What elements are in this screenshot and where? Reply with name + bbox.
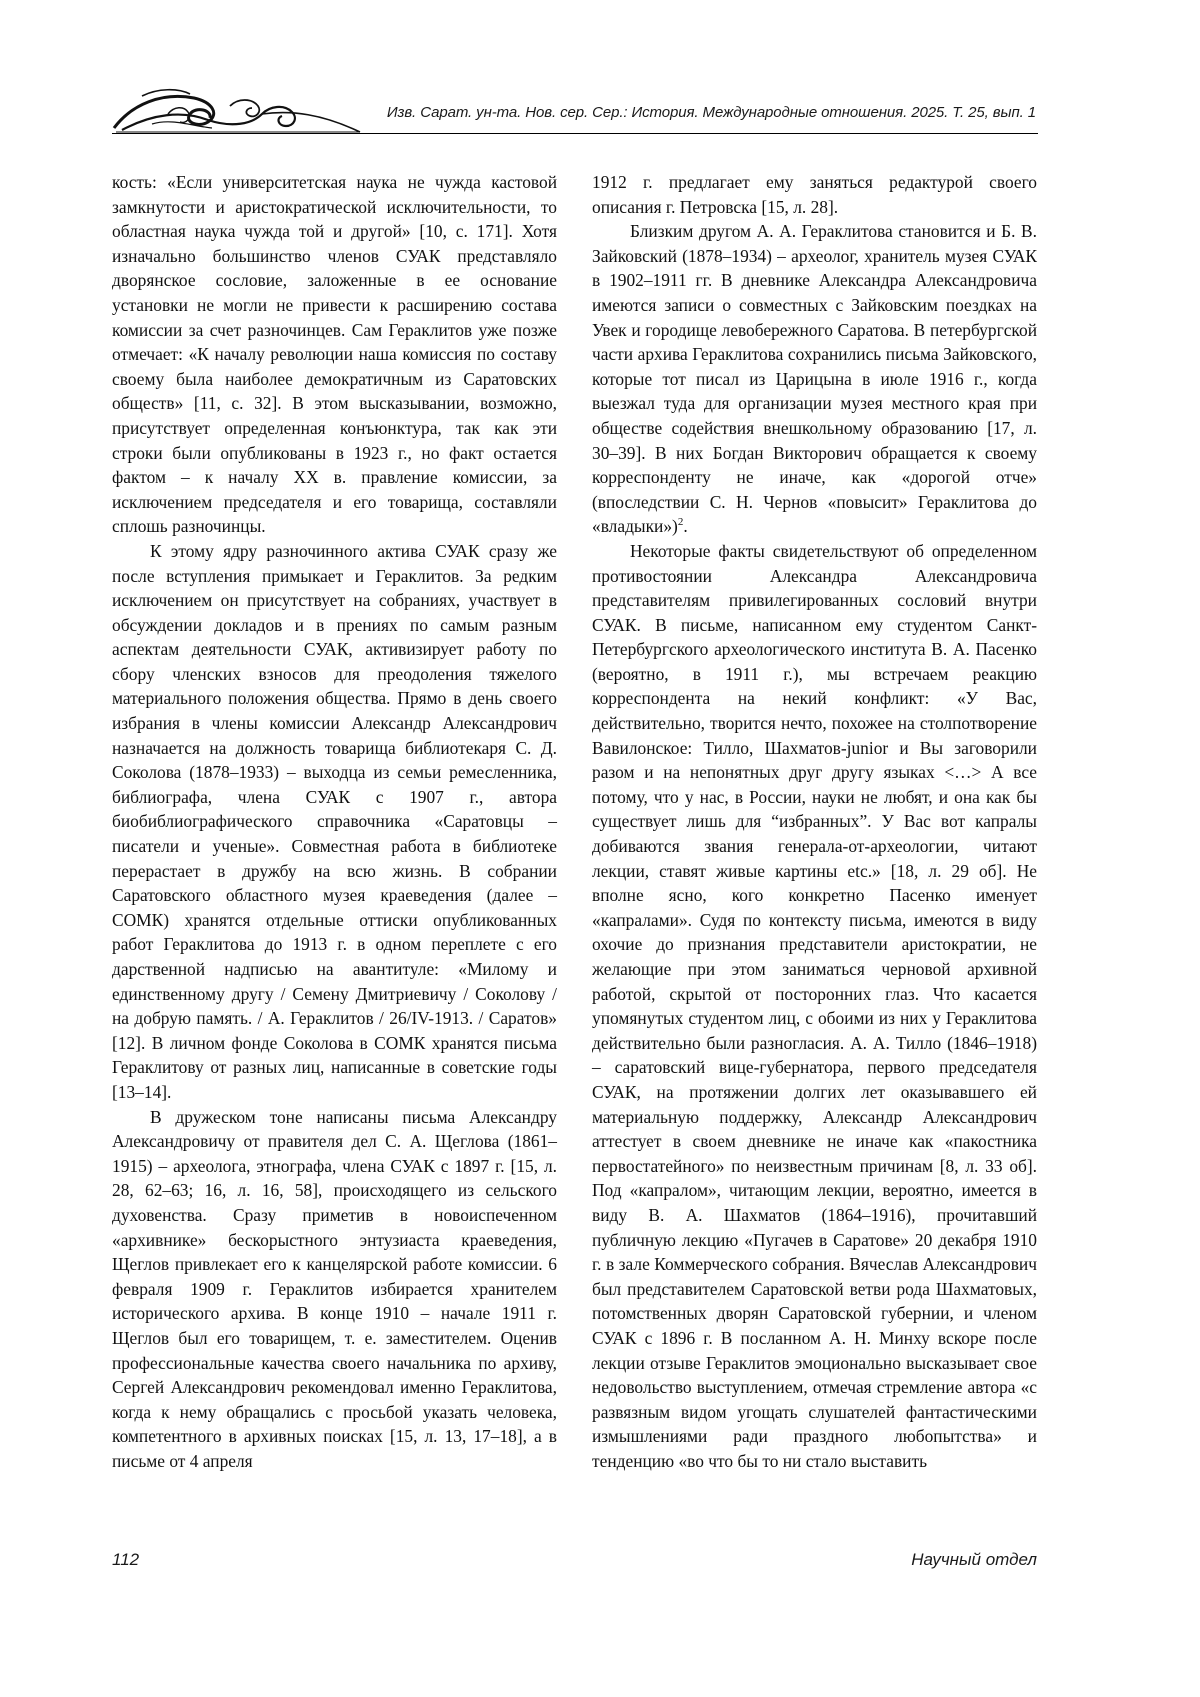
art-nouveau-ornament-icon bbox=[112, 84, 362, 134]
left-text-column bbox=[112, 170, 557, 1473]
paragraph: В дружеском тоне написаны письма Александру Александровичу от правителя дел С. А. Щеглова (1861–1915) – археолога, этнографа, члена СУАК с 1897 г. [15, л. 28, 62–63; 16, л. 16, 58], происходящего из сельского духовенства. Сразу приметив в новоиспеченном «архивнике» бескорыстного энтузиаста краеведения, Щеглов привлекает его к канцелярской работе комиссии. 6 февраля 1909 г. Гераклитов избирается хранителем исторического архива. В конце 1910 – начале 1911 г. Щеглов был его товарищем, т. е. заместителем. Оценив профессиональные качества своего начальника по архиву, Сергей Александрович рекомендовал именно Гераклитова, когда к нему обращались с просьбой указать человека, компетентного в архивных поисках [15, л. 13, 17–18], а в письме от 4 апреля bbox=[112, 1106, 557, 1471]
section-title: Научный отдел bbox=[911, 1550, 1037, 1569]
right-text-column bbox=[592, 170, 1037, 1473]
paragraph: 1912 г. предлагает ему заняться редактурой своего описания г. Петровска [15, л. 28]. bbox=[592, 172, 1037, 217]
paragraph-with-footnote bbox=[592, 219, 1037, 539]
paragraph: кость: «Если университетская наука не чужда кастовой замкнутости и аристократической исключительности, то областная наука чужда той и другой» [10, с. 171]. Хотя изначально большинство членов СУАК представляло дворянское сословие, заложенные в ее основание установки не могли не привести к расширению состава комиссии за счет разночинцев. Сам Гераклитов уже позже отмечает: «К началу революции наша комиссия по составу своему была наиболее демократичным из Саратовских обществ» [11, с. 32]. В этом высказывании, возможно, присутствует определенная конъюнктура, так как эти строки были опубликованы в 1923 г., но факт остается фактом – к началу XX в. правление комиссии, за исключением председателя и его товарища, составляли сплошь разночинцы. bbox=[112, 172, 557, 537]
page-number: 112 bbox=[112, 1550, 140, 1569]
paragraph: Некоторые факты свидетельствуют об определенном противостоянии Александра Александровича представителям привилегированных сословий внутри СУАК. В письме, написанном ему студентом Санкт-Петербургского археологического института В. А. Пасенко (вероятно, в 1911 г.), мы встречаем реакцию корреспондента на некий конфликт: «У Вас, действительно, творится нечто, похожее на столпотворение Вавилонское: Тилло, Шахматов-junior и Вы заговорили разом и на непонятных друг другу языках <…> А все потому, что у нас, в России, науки не любят, и она как бы существует лишь для “избранных”. У Вас вот капралы добиваются звания генерала-от-археологии, читают лекции, ставят живые картины etc.» [18, л. 29 об]. Не вполне ясно, кого конкретно Пасенко именует «капралами». Судя по контексту письма, имеются в виду охочие до признания представители аристократии, не желающие при этом заниматься черновой архивной работой, скрытой от посторонних глаз. Что касается упомянутых студентом лиц, с обоими из них у Гераклитова действительно были разногласия. А. А. Тилло (1846–1918) – саратовский вице-губернатора, первого председателя СУАК, на протяжении долгих лет оказывавшего ей материальную поддержку, Александр Александрович аттестует в своем дневнике не иначе как «пакостника первостатейного» по неизвестным причинам [8, л. 33 об]. Под «капралом», читающим лекции, вероятно, имеется в виду В. А. Шахматов (1864–1916), прочитавший публичную лекцию «Пугачев в Саратове» 20 декабря 1910 г. в зале Коммерческого собрания. Вячеслав Александрович был представителем Саратовской ветви рода Шахматовых, потомственных дворян Саратовской губернии, и членом СУАК с 1896 г. В посланном А. Н. Минху вскоре после лекции отзыве Гераклитов эмоционально высказывает свое недовольство выступлением, отмечая стремление автора «с развязным видом угощать слушателей фантастическими измышлениями ради праздного любопытства» и тенденцию «во что бы то ни стало выставить bbox=[592, 540, 1037, 1471]
running-head: Изв. Сарат. ун-та. Нов. сер. Сер.: История. Международные отношения. 2025. Т. 25, вып. 1 bbox=[386, 104, 1036, 121]
header-divider bbox=[112, 133, 1038, 134]
paragraph: К этому ядру разночинного актива СУАК сразу же после вступления примыкает и Гераклитов. За редким исключением он присутствует на собраниях, участвует в обсуждении докладов и в прениях по самым разным аспектам деятельности СУАК, активизирует работу по сбору членских взносов для преодоления тяжелого материального положения общества. Прямо в день своего избрания в члены комиссии Александр Александрович назначается на должность товарища библиотекаря С. Д. Соколова (1878–1933) – выходца из семьи ремесленника, библиографа, члена СУАК с 1907 г., автора биобиблиографического справочника «Саратовцы – писатели и ученые». Совместная работа в библиотеке перерастает в дружбу на всю жизнь. В собрании Саратовского областного музея краеведения (далее – СОМК) хранятся отдельные оттиски опубликованных работ Гераклитова до 1913 г. в одном переплете с его дарственной надписью на авантитуле: «Милому и единственному другу / Семену Дмитриевичу / Соколову / на добрую память. / А. Гераклитов / 26/IV-1913. / Саратов» [12]. В личном фонде Соколова в СОМК хранятся письма Гераклитову от разных лиц, написанные в советские годы [13–14]. bbox=[112, 540, 557, 1102]
paragraph-text: Близким другом А. А. Гераклитова становится и Б. В. Зайковский (1878–1934) – археолог, хранитель музея СУАК в 1902–1911 гг. В дневнике Александра Александровича имеются записи о совместных с Зайковским поездках на Увек и городище левобережного Саратова. В петербургской части архива Гераклитова сохранились письма Зайковского, которые тот писал из Царицына в июле 1916 г., когда выезжал туда для организации музея местного края при обществе содействия внешкольному образованию [17, л. 30–39]. В них Богдан Викторович обращается к своему корреспонденту не иначе, как «дорогой отче» (впоследствии С. Н. Чернов «повысит» Гераклитова до «владыки») bbox=[592, 221, 1037, 537]
paragraph-end: . bbox=[683, 516, 688, 537]
footnote-mark[interactable]: 2 bbox=[677, 516, 684, 529]
